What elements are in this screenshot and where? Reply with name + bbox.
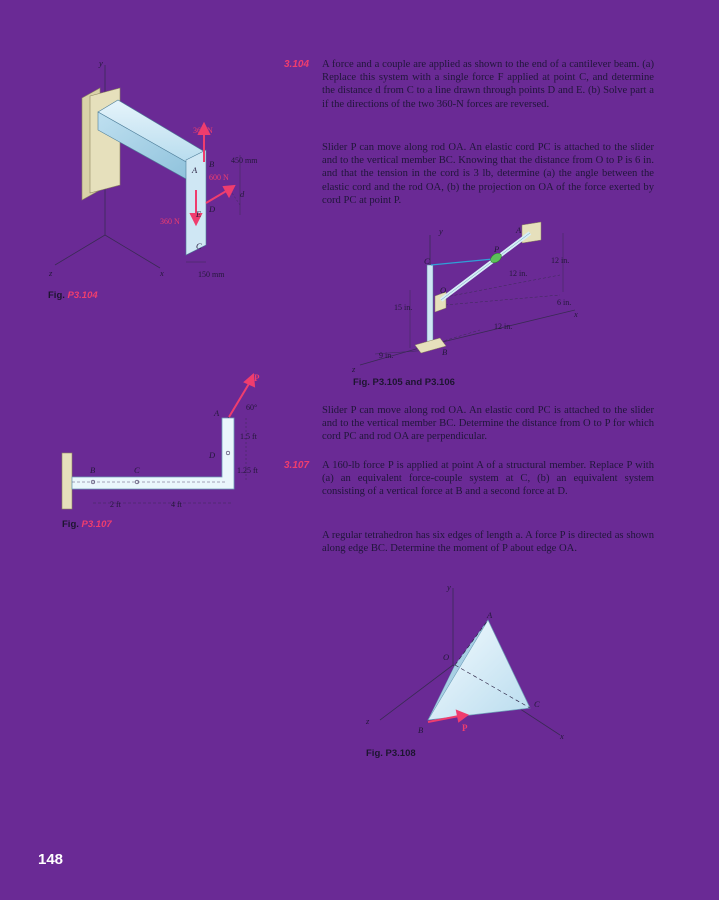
caption-p3-107: Fig. P3.107: [62, 519, 112, 530]
caption-p3-108: Fig. P3.108: [366, 748, 416, 759]
axis-label-y: y: [439, 226, 443, 236]
page-number: 148: [38, 851, 64, 868]
dim-label-6in: 6 in.: [557, 298, 572, 307]
caption-p3-105-106: Fig. P3.105 and P3.106: [353, 377, 455, 388]
force-label-600n: 600 N: [209, 173, 229, 182]
point-label-b: B: [90, 465, 96, 475]
point-label-d: D: [209, 204, 216, 214]
point-label-o: O: [443, 652, 450, 662]
dim-label-4ft: 4 ft: [171, 500, 182, 509]
point-label-c: C: [196, 241, 202, 251]
axis-label-x: x: [574, 309, 578, 319]
point-label-a: A: [487, 610, 493, 620]
problem-number: 3.104: [284, 59, 310, 70]
point-label-c: C: [134, 465, 140, 475]
caption-p3-104: Fig. P3.104: [48, 290, 98, 301]
problem-text: Slider P can move along rod OA. An elastic cord PC is attached to the slider and to the vertical member BC. Determine the distance from O to P for which cord PC and rod OA are perpendicular.: [322, 405, 654, 443]
problem-text: A regular tetrahedron has six edges of length a. A force P is directed as shown along edge BC. Determine the moment of P about edge OA.: [322, 530, 654, 555]
dim-label-150mm: 150 mm: [198, 270, 225, 279]
point-label-d: D: [209, 450, 216, 460]
point-label-a: A: [516, 225, 522, 235]
angle-label-60: 60°: [246, 403, 258, 412]
force-label-360n-bottom: 360 N: [160, 217, 180, 226]
problem-text: A force and a couple are applied as shown to the end of a cantilever beam. (a) Replace this system with a single force F applied at point C, and determine the distance d from C to a line drawn through points D and E. (b) Solve part a if the directions of the two 360-N forces are reversed.: [322, 59, 654, 110]
axis-label-y: y: [447, 582, 451, 592]
point-label-c: C: [534, 699, 540, 709]
point-label-b: B: [209, 159, 215, 169]
axis-label-y: y: [99, 58, 103, 68]
point-label-b: B: [418, 725, 424, 735]
dim-label-1-25ft: 1.25 ft: [237, 466, 258, 475]
dim-label-15in: 15 in.: [394, 303, 413, 312]
axis-label-z: z: [49, 268, 53, 278]
axis-label-z: z: [352, 364, 356, 374]
force-label-p: P: [462, 723, 468, 733]
point-label-a: A: [214, 408, 220, 418]
axis-label-x: x: [560, 731, 564, 741]
point-label-o: O: [440, 285, 447, 295]
dim-label-9in: 9 in.: [379, 351, 394, 360]
problem-text: A 160-lb force P is applied at point A of a structural member. Replace P with (a) an equivalent force-couple system at C, (b) an equivalent system consisting of a vertical force at B and a second force at D.: [322, 460, 654, 498]
point-label-p: P: [494, 244, 500, 254]
problem-number: 3.107: [284, 460, 310, 471]
dim-label-12in-top: 12 in.: [509, 269, 528, 278]
dim-label-12in-vertical: 12 in.: [551, 256, 570, 265]
dim-label-12in-bottom: 12 in.: [494, 322, 513, 331]
force-label-360n-top: 360 N: [193, 126, 213, 135]
problem-text: Slider P can move along rod OA. An elastic cord PC is attached to the slider and to the vertical member BC. Knowing that the distance from O to P is 6 in. and that the tension in the cord is 3 lb, determine (a) the angle between the elastic cord and the rod OA, (b) the projection on OA of the force exerted by cord PC at point P.: [322, 142, 654, 206]
axis-label-x: x: [160, 268, 164, 278]
point-label-c: C: [424, 256, 430, 266]
force-label-p: P: [254, 373, 260, 383]
point-label-b: B: [442, 347, 448, 357]
dim-label-2ft: 2 ft: [110, 500, 121, 509]
point-label-e: E: [196, 209, 202, 219]
dim-label-450mm: 450 mm: [231, 156, 258, 165]
point-label-a: A: [192, 165, 198, 175]
axis-label-z: z: [366, 716, 370, 726]
dim-label-1-5ft: 1.5 ft: [240, 432, 257, 441]
dim-label-d: d: [240, 189, 245, 199]
